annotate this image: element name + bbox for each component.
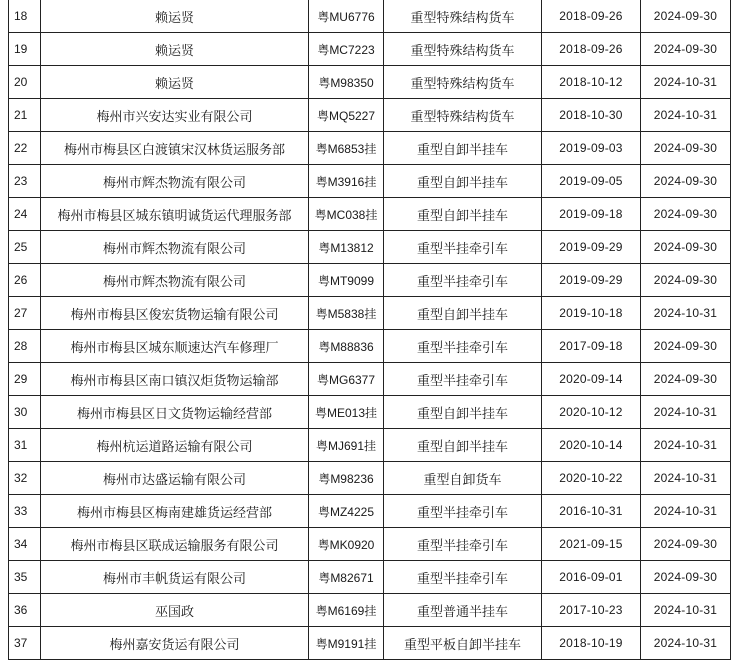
vehicle-type: 重型特殊结构货车 <box>384 0 542 33</box>
end-date: 2024-10-31 <box>641 594 731 627</box>
end-date: 2024-10-31 <box>641 297 731 330</box>
start-date: 2019-10-18 <box>542 297 641 330</box>
row-number: 28 <box>9 330 41 363</box>
start-date: 2018-10-19 <box>542 627 641 660</box>
owner-name: 梅州市梅县区联成运输服务有限公司 <box>41 528 309 561</box>
row-number: 29 <box>9 363 41 396</box>
plate-number: 粤M9191挂 <box>309 627 384 660</box>
vehicle-type: 重型特殊结构货车 <box>384 99 542 132</box>
plate-number: 粤M3916挂 <box>309 165 384 198</box>
end-date: 2024-09-30 <box>641 561 731 594</box>
table-row <box>9 198 731 231</box>
owner-name: 赖运贤 <box>41 0 309 33</box>
end-date: 2024-09-30 <box>641 132 731 165</box>
row-number: 24 <box>9 198 41 231</box>
table-row <box>9 66 731 99</box>
start-date: 2017-10-23 <box>542 594 641 627</box>
owner-name: 梅州市梅县区俊宏货物运输有限公司 <box>41 297 309 330</box>
plate-number: 粤M6169挂 <box>309 594 384 627</box>
table-row <box>9 396 731 429</box>
vehicle-type: 重型半挂牵引车 <box>384 528 542 561</box>
plate-number: 粤MG6377 <box>309 363 384 396</box>
start-date: 2018-10-12 <box>542 66 641 99</box>
table-row <box>9 495 731 528</box>
table-row <box>9 99 731 132</box>
start-date: 2020-09-14 <box>542 363 641 396</box>
plate-number: 粤M88836 <box>309 330 384 363</box>
vehicle-type: 重型特殊结构货车 <box>384 66 542 99</box>
owner-name: 梅州市达盛运输有限公司 <box>41 462 309 495</box>
end-date: 2024-09-30 <box>641 198 731 231</box>
end-date: 2024-09-30 <box>641 0 731 33</box>
table-row <box>9 231 731 264</box>
vehicle-type: 重型半挂牵引车 <box>384 495 542 528</box>
vehicle-type: 重型自卸半挂车 <box>384 396 542 429</box>
start-date: 2020-10-22 <box>542 462 641 495</box>
plate-number: 粤MU6776 <box>309 0 384 33</box>
table-row <box>9 561 731 594</box>
plate-number: 粤M5838挂 <box>309 297 384 330</box>
owner-name: 梅州市梅县区日文货物运输经营部 <box>41 396 309 429</box>
start-date: 2020-10-12 <box>542 396 641 429</box>
row-number: 36 <box>9 594 41 627</box>
owner-name: 梅州市辉杰物流有限公司 <box>41 231 309 264</box>
end-date: 2024-09-30 <box>641 330 731 363</box>
start-date: 2017-09-18 <box>542 330 641 363</box>
table-row <box>9 0 731 33</box>
row-number: 32 <box>9 462 41 495</box>
plate-number: 粤MK0920 <box>309 528 384 561</box>
end-date: 2024-09-30 <box>641 363 731 396</box>
vehicle-type: 重型自卸半挂车 <box>384 297 542 330</box>
vehicle-type: 重型自卸半挂车 <box>384 198 542 231</box>
end-date: 2024-10-31 <box>641 429 731 462</box>
plate-number: 粤MC7223 <box>309 33 384 66</box>
table-row <box>9 627 731 660</box>
plate-number: 粤M6853挂 <box>309 132 384 165</box>
vehicle-type: 重型特殊结构货车 <box>384 33 542 66</box>
plate-number: 粤M13812 <box>309 231 384 264</box>
vehicle-table <box>8 0 731 660</box>
vehicle-type: 重型自卸半挂车 <box>384 429 542 462</box>
start-date: 2016-09-01 <box>542 561 641 594</box>
vehicle-type: 重型自卸半挂车 <box>384 132 542 165</box>
start-date: 2020-10-14 <box>542 429 641 462</box>
plate-number: 粤MC038挂 <box>309 198 384 231</box>
owner-name: 巫国政 <box>41 594 309 627</box>
table-row <box>9 297 731 330</box>
vehicle-type: 重型普通半挂车 <box>384 594 542 627</box>
table-row <box>9 33 731 66</box>
end-date: 2024-10-31 <box>641 396 731 429</box>
plate-number: 粤MJ691挂 <box>309 429 384 462</box>
table-row <box>9 528 731 561</box>
owner-name: 梅州市梅县区梅南建雄货运经营部 <box>41 495 309 528</box>
start-date: 2018-09-26 <box>542 0 641 33</box>
start-date: 2018-10-30 <box>542 99 641 132</box>
row-number: 35 <box>9 561 41 594</box>
owner-name: 梅州市辉杰物流有限公司 <box>41 165 309 198</box>
start-date: 2019-09-18 <box>542 198 641 231</box>
row-number: 34 <box>9 528 41 561</box>
owner-name: 赖运贤 <box>41 66 309 99</box>
owner-name: 梅州市兴安达实业有限公司 <box>41 99 309 132</box>
row-number: 20 <box>9 66 41 99</box>
owner-name: 梅州市丰帆货运有限公司 <box>41 561 309 594</box>
table-row <box>9 264 731 297</box>
vehicle-type: 重型自卸货车 <box>384 462 542 495</box>
row-number: 23 <box>9 165 41 198</box>
start-date: 2019-09-05 <box>542 165 641 198</box>
row-number: 30 <box>9 396 41 429</box>
table-body <box>9 0 731 660</box>
owner-name: 梅州杭运道路运输有限公司 <box>41 429 309 462</box>
start-date: 2019-09-29 <box>542 264 641 297</box>
plate-number: 粤M82671 <box>309 561 384 594</box>
start-date: 2018-09-26 <box>542 33 641 66</box>
end-date: 2024-09-30 <box>641 33 731 66</box>
start-date: 2016-10-31 <box>542 495 641 528</box>
end-date: 2024-09-30 <box>641 165 731 198</box>
table-row <box>9 165 731 198</box>
row-number: 25 <box>9 231 41 264</box>
end-date: 2024-09-30 <box>641 231 731 264</box>
table-row <box>9 363 731 396</box>
owner-name: 赖运贤 <box>41 33 309 66</box>
end-date: 2024-10-31 <box>641 627 731 660</box>
table-row <box>9 462 731 495</box>
plate-number: 粤ME013挂 <box>309 396 384 429</box>
table-row <box>9 132 731 165</box>
owner-name: 梅州市辉杰物流有限公司 <box>41 264 309 297</box>
vehicle-type: 重型半挂牵引车 <box>384 264 542 297</box>
start-date: 2021-09-15 <box>542 528 641 561</box>
row-number: 37 <box>9 627 41 660</box>
row-number: 26 <box>9 264 41 297</box>
vehicle-type: 重型半挂牵引车 <box>384 363 542 396</box>
start-date: 2019-09-29 <box>542 231 641 264</box>
owner-name: 梅州市梅县区白渡镇宋汉林货运服务部 <box>41 132 309 165</box>
end-date: 2024-10-31 <box>641 66 731 99</box>
row-number: 27 <box>9 297 41 330</box>
row-number: 33 <box>9 495 41 528</box>
end-date: 2024-09-30 <box>641 264 731 297</box>
row-number: 22 <box>9 132 41 165</box>
row-number: 31 <box>9 429 41 462</box>
owner-name: 梅州市梅县区城东顺速达汽车修理厂 <box>41 330 309 363</box>
vehicle-type: 重型自卸半挂车 <box>384 165 542 198</box>
row-number: 19 <box>9 33 41 66</box>
vehicle-type: 重型平板自卸半挂车 <box>384 627 542 660</box>
table-row <box>9 594 731 627</box>
end-date: 2024-10-31 <box>641 99 731 132</box>
end-date: 2024-10-31 <box>641 462 731 495</box>
owner-name: 梅州市梅县区城东镇明诚货运代理服务部 <box>41 198 309 231</box>
plate-number: 粤MT9099 <box>309 264 384 297</box>
plate-number: 粤M98350 <box>309 66 384 99</box>
row-number: 21 <box>9 99 41 132</box>
plate-number: 粤MZ4225 <box>309 495 384 528</box>
owner-name: 梅州市梅县区南口镇汉炬货物运输部 <box>41 363 309 396</box>
start-date: 2019-09-03 <box>542 132 641 165</box>
table-row <box>9 429 731 462</box>
row-number: 18 <box>9 0 41 33</box>
vehicle-type: 重型半挂牵引车 <box>384 330 542 363</box>
plate-number: 粤M98236 <box>309 462 384 495</box>
end-date: 2024-09-30 <box>641 528 731 561</box>
table-row <box>9 330 731 363</box>
vehicle-type: 重型半挂牵引车 <box>384 231 542 264</box>
vehicle-type: 重型半挂牵引车 <box>384 561 542 594</box>
owner-name: 梅州嘉安货运有限公司 <box>41 627 309 660</box>
plate-number: 粤MQ5227 <box>309 99 384 132</box>
end-date: 2024-10-31 <box>641 495 731 528</box>
